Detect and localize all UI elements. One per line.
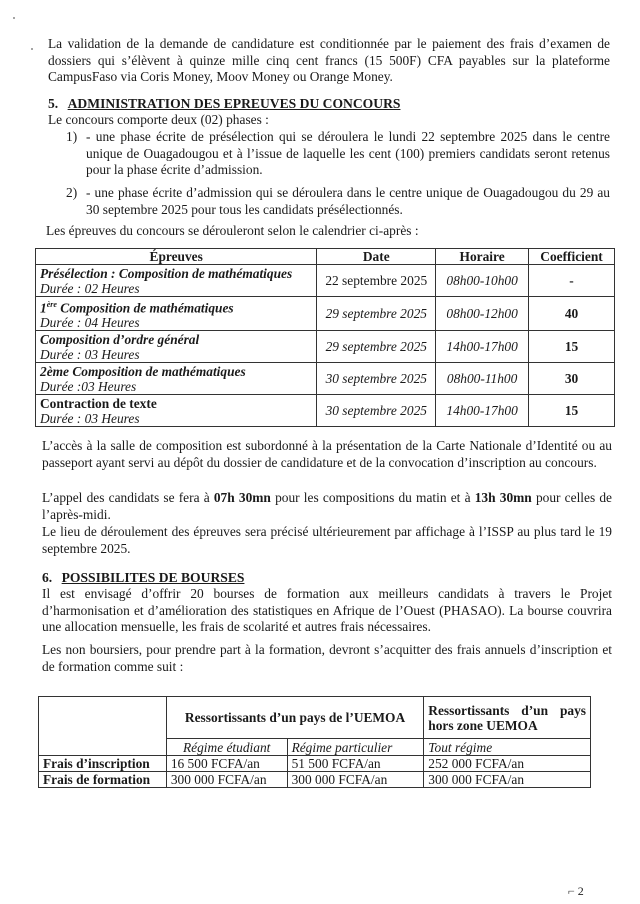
header-non-uemoa: Ressortissants d’un pays hors zone UEMOA xyxy=(424,697,591,739)
intro-paragraph: La validation de la demande de candidature est conditionnée par le paiement des frais d’examen de dossiers qui s’élèvent à quinze mille cinq cent francs (15 500F) CFA payables sur la plateforme CampusFaso via Coris Money, Moov Money ou Orange Money. xyxy=(48,36,610,84)
fee-value: 300 000 FCFA/an xyxy=(166,772,287,788)
exam-title: 2ème Composition de mathématiques xyxy=(40,363,246,379)
subheader-regime-etudiant: Régime étudiant xyxy=(166,739,287,756)
section-6-title: POSSIBILITES DE BOURSES xyxy=(61,570,245,585)
location-paragraph: Le lieu de déroulement des épreuves sera précisé ultérieurement par affichage à l’ISSP au plus tard le 19 septembre 2025. xyxy=(42,524,612,556)
header-horaire: Horaire xyxy=(436,249,529,265)
exam-cell xyxy=(36,363,317,395)
exam-date: 22 septembre 2025 xyxy=(317,265,436,297)
exam-coefficient: 15 xyxy=(529,331,615,363)
exam-title: Présélection : Composition de mathématiques xyxy=(40,265,293,281)
exam-date: 30 septembre 2025 xyxy=(317,363,436,395)
fee-value: 300 000 FCFA/an xyxy=(287,772,424,788)
exam-title-ordinal-suffix: ère xyxy=(46,300,57,309)
table-row xyxy=(36,395,615,427)
exam-title xyxy=(40,297,312,315)
exam-coefficient: - xyxy=(529,265,615,297)
exam-title: Composition d’ordre général xyxy=(40,331,200,347)
table-row xyxy=(36,297,615,331)
subheader-tout-regime: Tout régime xyxy=(424,739,591,756)
table-row xyxy=(39,772,591,788)
exam-coefficient: 40 xyxy=(529,297,615,331)
header-epreuves: Épreuves xyxy=(36,249,317,265)
exam-date: 29 septembre 2025 xyxy=(317,331,436,363)
section-6-number: 6. xyxy=(42,570,53,585)
fee-value: 16 500 FCFA/an xyxy=(166,756,287,772)
exam-time: 08h00-12h00 xyxy=(436,297,529,331)
exam-time: 14h00-17h00 xyxy=(436,331,529,363)
exam-duration: Durée : 02 Heures xyxy=(40,280,140,296)
access-paragraph: L’accès à la salle de composition est subordonné à la présentation de la Carte Nationale d’Identité ou au passeport ayant servi au dépôt du dossier de candidature et de la convocation d’inscription au concours. xyxy=(42,438,612,470)
exam-duration: Durée : 03 Heures xyxy=(40,346,140,362)
exam-duration: Durée : 04 Heures xyxy=(40,315,140,331)
section-6-heading xyxy=(42,570,244,586)
exam-cell xyxy=(36,297,317,331)
fees-table xyxy=(38,696,591,788)
calendar-intro: Les épreuves du concours se dérouleront selon le calendrier ci-après : xyxy=(46,223,419,238)
exam-time: 08h00-10h00 xyxy=(436,265,529,297)
header-coefficient: Coefficient xyxy=(529,249,615,265)
subheader-regime-particulier: Régime particulier xyxy=(287,739,424,756)
morning-call-time: 07h 30mn xyxy=(213,490,271,505)
fee-value: 51 500 FCFA/an xyxy=(287,756,424,772)
call-text-after: pour celles de l’après-midi. xyxy=(42,490,612,522)
section-5-number: 5. xyxy=(48,96,59,111)
fee-value: 252 000 FCFA/an xyxy=(424,756,591,772)
exam-coefficient: 15 xyxy=(529,395,615,427)
bullet-dot xyxy=(31,48,33,50)
table-row xyxy=(39,756,591,772)
exam-duration: Durée : 03 Heures xyxy=(40,410,140,426)
table-row xyxy=(36,265,615,297)
exam-time: 14h00-17h00 xyxy=(436,395,529,427)
exam-cell xyxy=(36,395,317,427)
fee-label: Frais de formation xyxy=(39,772,167,788)
page-number-mark: ⌐ 2 xyxy=(568,884,584,898)
call-text-middle: pour les compositions du matin et à xyxy=(270,490,475,505)
afternoon-call-time: 13h 30mn xyxy=(474,490,532,505)
section-5-heading xyxy=(48,96,400,112)
fees-empty-corner xyxy=(39,697,167,756)
schedule-table xyxy=(35,248,615,427)
scholarship-paragraph: Il est envisagé d’offrir 20 bourses de formation aux meilleurs candidats à travers le Projet d’harmonisation et d’amélioration des statistiques en Afrique de l’Ouest (PHASAO). La bourse couvrira une allocation mensuelle, les frais de scolarité et autres frais nécessaires. xyxy=(42,586,612,634)
scan-speck xyxy=(13,17,15,19)
exam-title: Contraction de texte xyxy=(40,395,157,411)
exam-title-ordinal: 1 xyxy=(40,300,47,316)
phase-1-text: - une phase écrite de présélection qui se déroulera le lundi 22 septembre 2025 dans le centre unique de Ouagadougou et à l’issue de laquelle les cent (100) premiers candidats seront retenus pour la phase écrite d’admission. xyxy=(86,129,610,177)
exam-cell xyxy=(36,331,317,363)
fees-intro-paragraph: Les non boursiers, pour prendre part à la formation, devront s’acquitter des frais annuels d’inscription et de formation comme suit : xyxy=(42,642,612,674)
phase-2-number: 2) xyxy=(66,185,78,200)
exam-time: 08h00-11h00 xyxy=(436,363,529,395)
schedule-header-row xyxy=(36,249,615,265)
table-row xyxy=(36,331,615,363)
exam-duration: Durée :03 Heures xyxy=(40,378,137,394)
fee-label: Frais d’inscription xyxy=(39,756,167,772)
exam-date: 30 septembre 2025 xyxy=(317,395,436,427)
exam-date: 29 septembre 2025 xyxy=(317,297,436,331)
fees-group-header-row xyxy=(39,697,591,739)
phases-lead: Le concours comporte deux (02) phases : xyxy=(48,112,269,127)
header-date: Date xyxy=(317,249,436,265)
exam-cell xyxy=(36,265,317,297)
fee-value: 300 000 FCFA/an xyxy=(424,772,591,788)
exam-coefficient: 30 xyxy=(529,363,615,395)
phase-2-text: - une phase écrite d’admission qui se déroulera dans le centre unique de Ouagadougou du 29 au 30 septembre 2025 pour tous les candidats présélectionnés. xyxy=(86,185,610,217)
table-row xyxy=(36,363,615,395)
call-paragraph xyxy=(42,490,612,523)
section-5-title: ADMINISTRATION DES EPREUVES DU CONCOURS xyxy=(67,96,401,111)
phase-1-number: 1) xyxy=(66,129,78,144)
header-uemoa: Ressortissants d’un pays de l’UEMOA xyxy=(166,697,423,739)
exam-title-text: Composition de mathématiques xyxy=(56,300,234,316)
call-text-before: L’appel des candidats se fera à xyxy=(42,490,214,505)
